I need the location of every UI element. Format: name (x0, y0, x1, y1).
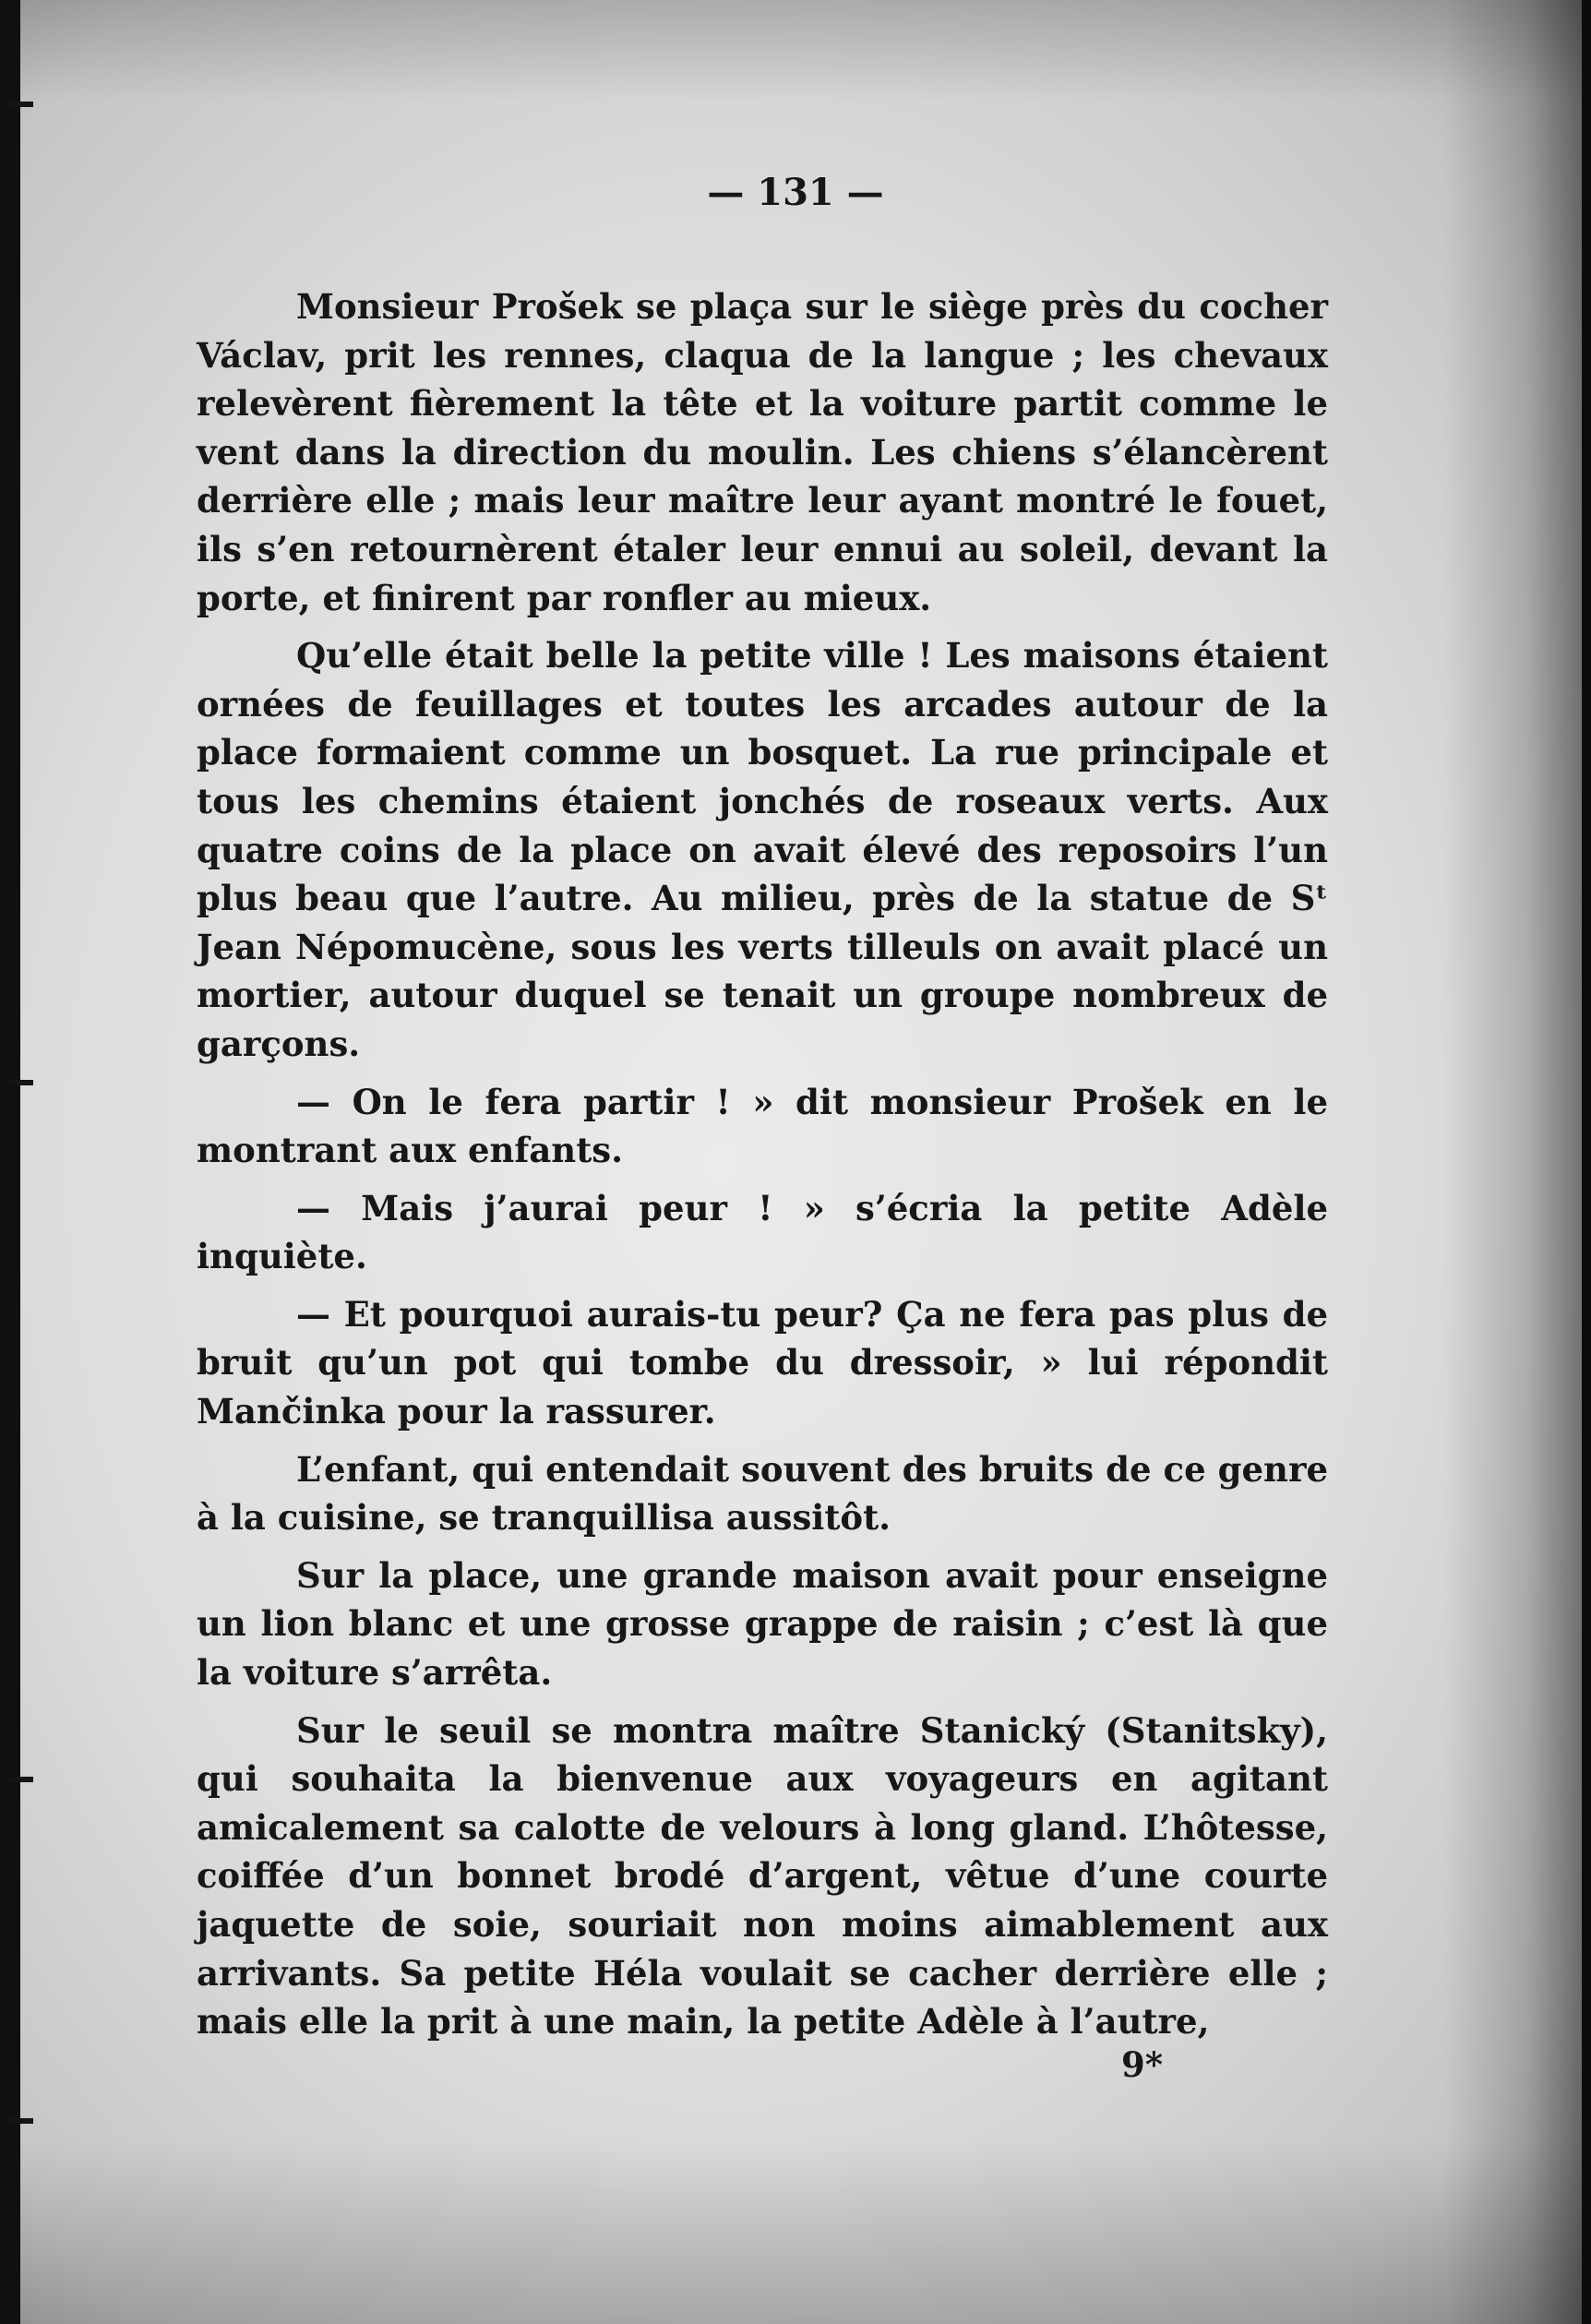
paragraph: Qu’elle était belle la petite ville ! Les maisons étaient ornées de feuillages et toutes les arcades autour de la place formaient comme un bosquet. La rue principale et tous les chemins étaient jonchés de roseaux verts. Aux quatre coins de la place on avait élevé des reposoirs l’un plus beau que l’autre. Au milieu, près de la statue de Sᵗ Jean Népomucène, sous les verts tilleuls on avait placé un mortier, autour duquel se tenait un groupe nombreux de garçons. (197, 635, 1328, 1064)
body-text (197, 282, 1328, 2055)
page-number: — 131 — (707, 171, 884, 214)
paragraph: Sur la place, une grande maison avait pour enseigne un lion blanc et une grosse grappe de raisin ; c’est là que la voiture s’arrêta. (197, 1554, 1328, 1694)
page-shadow-top (17, 0, 1582, 102)
binding-mark (9, 2118, 33, 2124)
paragraph: Sur le seuil se montra maître Stanický (Stanitsky), qui souhaita la bienvenue aux voyageurs en agitant amicalement sa calotte de velours à long gland. L’hôtesse, coiffée d’un bonnet brodé d’argent, vêtue d’une courte jaquette de soie, souriait non moins aimablement aux arrivants. Sa petite Héla voulait se cacher derrière elle ; mais elle la prit à une main, la petite Adèle à l’autre, (197, 1709, 1328, 2042)
paragraph: — Mais j’aurai peur ! » s’écria la petite Adèle inquiète. (197, 1187, 1328, 1277)
paragraph: — Et pourquoi aurais-tu peur? Ça ne fera pas plus de bruit qu’un pot qui tombe du dressoir, » lui répondit Mančinka pour la rassurer. (197, 1293, 1328, 1432)
signature-mark: 9* (1121, 2044, 1164, 2085)
binding-mark (9, 1080, 33, 1085)
binding-mark (9, 1777, 33, 1782)
paragraph: — On le fera partir ! » dit monsieur Prošek en le montrant aux enfants. (197, 1081, 1328, 1171)
paragraph: L’enfant, qui entendait souvent des bruits de ce genre à la cuisine, se tranquillisa aussitôt. (197, 1448, 1328, 1539)
binding-mark (9, 102, 33, 107)
book-binding-edge (0, 0, 20, 2324)
page-shadow-bottom (17, 2139, 1582, 2324)
page-shadow-right (1443, 0, 1582, 2324)
paragraph: Monsieur Prošek se plaça sur le siège près du cocher Václav, prit les rennes, claqua de la langue ; les chevaux relevèrent fièrement la tête et la voiture partit comme le vent dans la direction du moulin. Les chiens s’élancèrent derrière elle ; mais leur maître leur ayant montré le fouet, ils s’en retournèrent étaler leur ennui au soleil, devant la porte, et finirent par ronfler au mieux. (197, 286, 1328, 618)
